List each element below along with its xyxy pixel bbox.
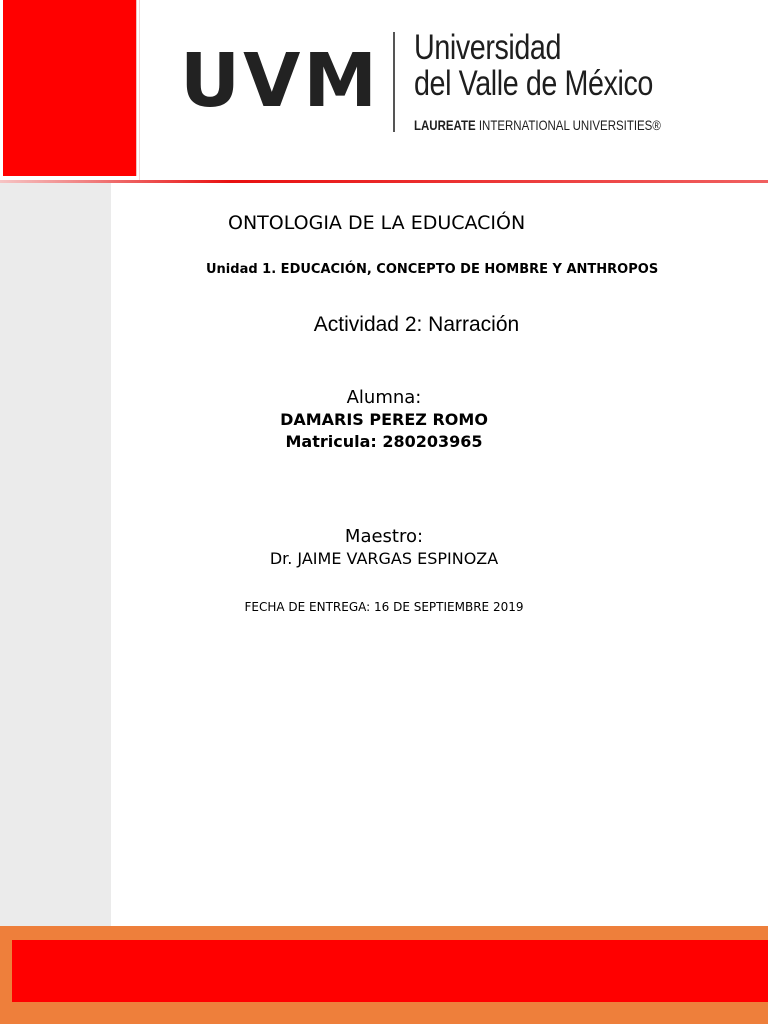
- logo-tagline: [414, 117, 661, 133]
- student-label: Alumna:: [346, 387, 422, 408]
- student-id: Matricula: 280203965: [285, 432, 483, 451]
- footer-red-bar: [12, 940, 768, 1002]
- logo-tagline-rest: INTERNATIONAL UNIVERSITIES®: [478, 117, 661, 133]
- logo-tagline-strong: LAUREATE: [414, 117, 476, 133]
- teacher-label: Maestro:: [344, 526, 424, 547]
- uvm-logo: [180, 28, 680, 140]
- header-divider-line: [0, 180, 768, 183]
- student-name: DAMARIS PEREZ ROMO: [280, 410, 488, 429]
- header-red-block: [3, 0, 137, 176]
- course-title: ONTOLOGIA DE LA EDUCACIÓN: [228, 212, 526, 234]
- logo-mark: UVM: [180, 38, 380, 124]
- delivery-date: FECHA DE ENTREGA: 16 DE SEPTIEMBRE 2019: [244, 600, 524, 614]
- logo-university-line2: del Valle de México: [414, 64, 653, 103]
- unit-title: Unidad 1. EDUCACIÓN, CONCEPTO DE HOMBRE Y ANTHROPOS: [206, 262, 659, 277]
- teacher-name: Dr. JAIME VARGAS ESPINOZA: [269, 549, 499, 568]
- logo-university-line1: Universidad: [414, 28, 562, 67]
- activity-title: Actividad 2: Narración: [313, 313, 520, 336]
- header-divider-vertical: [139, 0, 140, 182]
- logo-divider: [393, 32, 395, 132]
